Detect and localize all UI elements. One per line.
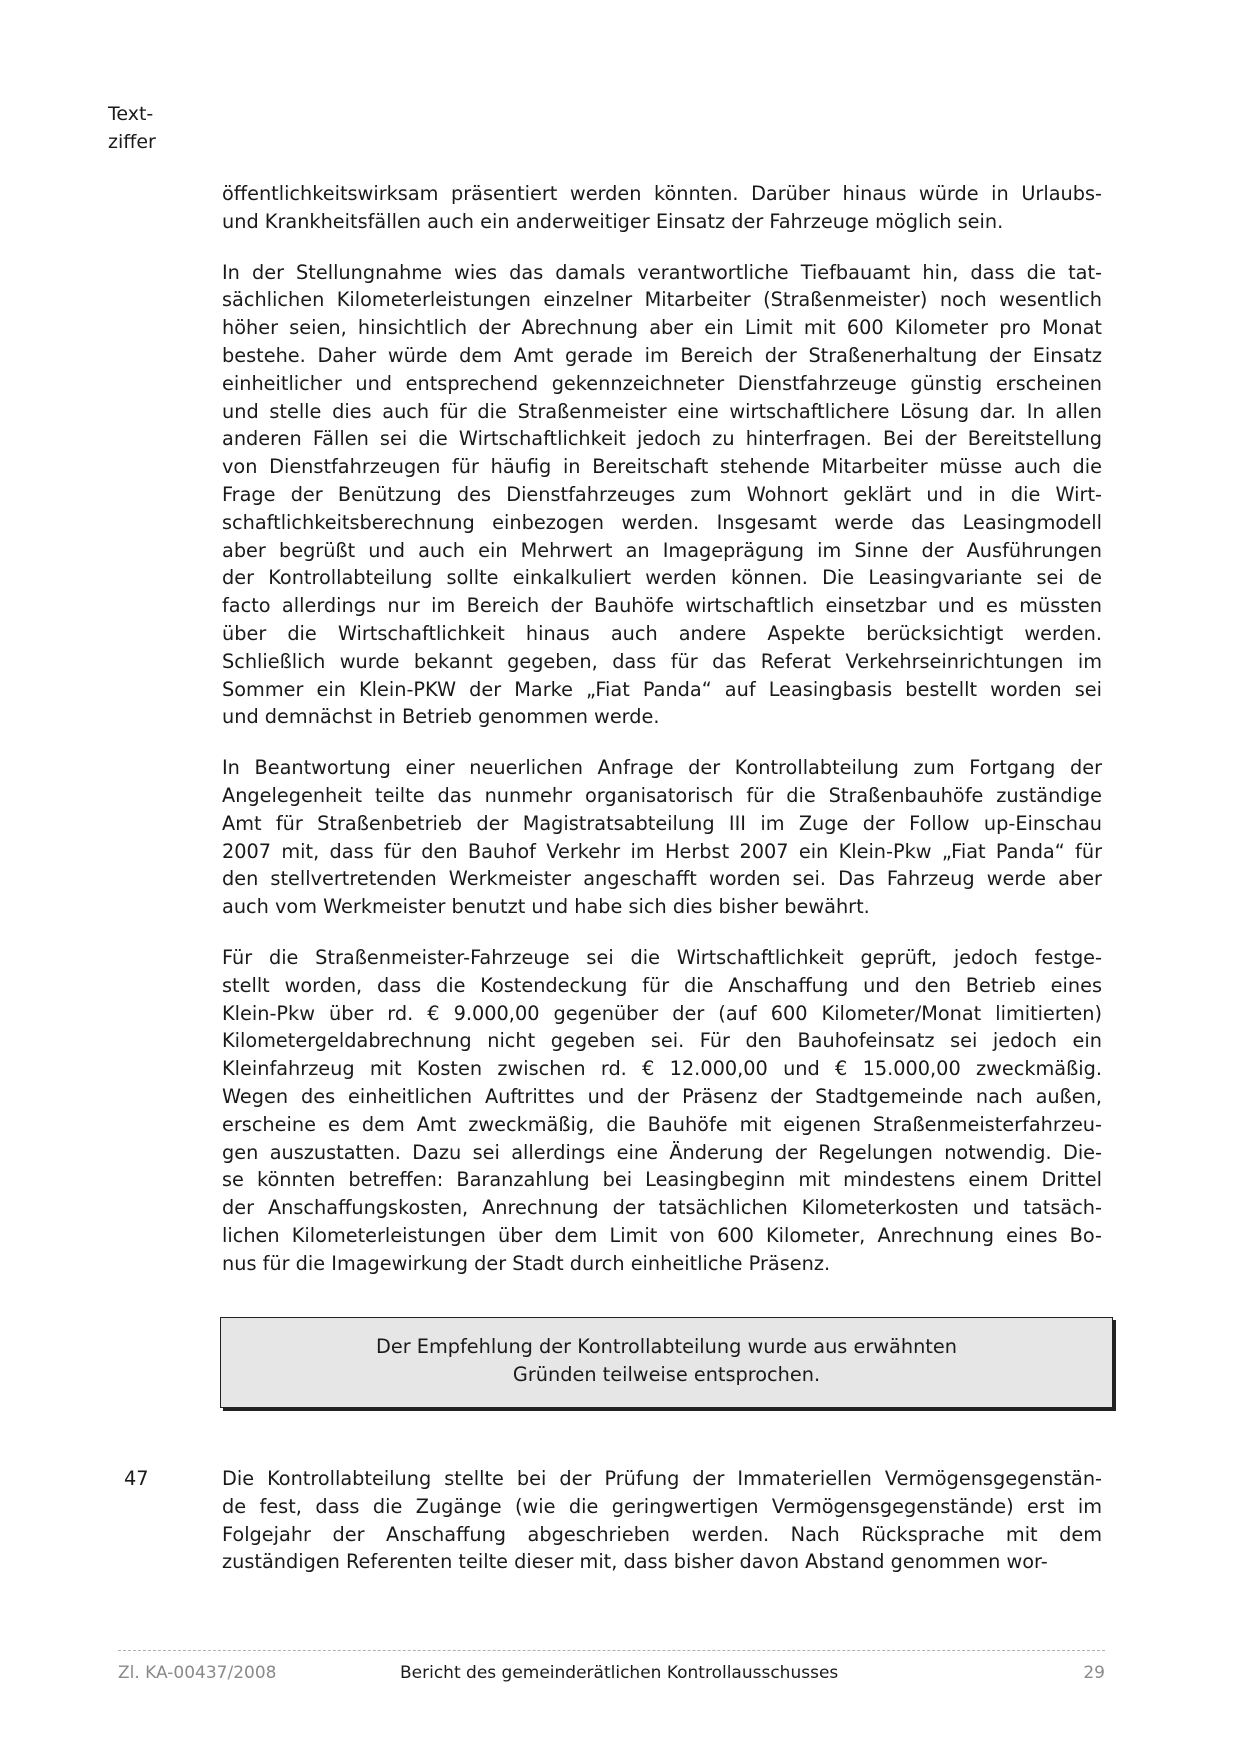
text-line: Folgejahr der Anschaffung abgeschrieben werden. Nach Rücksprache mit dem bbox=[222, 1522, 1102, 1546]
text-line: Amt für Straßenbetrieb der Magistratsabteilung III im Zuge der Follow up-Einschau bbox=[222, 811, 1102, 835]
recommendation-box bbox=[220, 1317, 1113, 1408]
text-line: In der Stellungnahme wies das damals verantwortliche Tiefbauamt hin, dass die tat- bbox=[222, 260, 1102, 284]
text-line: lichen Kilometerleistungen über dem Limit von 600 Kilometer, Anrechnung eines Bo- bbox=[222, 1223, 1102, 1247]
text-line: der Anschaffungskosten, Anrechnung der tatsächlichen Kilometerkosten und tatsäch- bbox=[222, 1196, 1102, 1220]
text-line: bestehe. Daher würde dem Amt gerade im Bereich der Straßenerhaltung der Einsatz bbox=[222, 343, 1102, 367]
text-line: einheitlicher und entsprechend gekennzeichneter Dienstfahrzeuge günstig erscheinen bbox=[222, 371, 1102, 395]
textziffer-number: 47 bbox=[124, 1467, 149, 1490]
text-line: Kilometergeldabrechnung nicht gegeben sei. Für den Bauhofeinsatz sei jedoch ein bbox=[222, 1029, 1102, 1053]
text-line: Kleinfahrzeug mit Kosten zwischen rd. € 12.000,00 und € 15.000,00 zweckmäßig. bbox=[222, 1057, 1102, 1081]
text-line: und Krankheitsfällen auch ein anderweitiger Einsatz der Fahrzeuge möglich sein. bbox=[222, 209, 1004, 233]
paragraph-47 bbox=[222, 1465, 1102, 1576]
text-line: anderen Fällen sei die Wirtschaftlichkeit jedoch zu hinterfragen. Bei der Bereitstellung bbox=[222, 427, 1102, 451]
text-line: Schließlich wurde bekannt gegeben, dass für das Referat Verkehrseinrichtungen im bbox=[222, 649, 1102, 673]
text-line: aber begrüßt und auch ein Mehrwert an Imageprägung im Sinne der Ausführungen bbox=[222, 538, 1102, 562]
paragraph-1 bbox=[222, 180, 1102, 236]
paragraph-4 bbox=[222, 944, 1102, 1278]
textziffer-label-line-2: ziffer bbox=[108, 131, 156, 153]
text-line: Wegen des einheitlichen Auftrittes und der Präsenz der Stadtgemeinde nach außen, bbox=[222, 1084, 1102, 1108]
footer-title: Bericht des gemeinderätlichen Kontrollausschusses bbox=[400, 1663, 839, 1683]
section-47-text bbox=[222, 1465, 1102, 1599]
text-line: In Beantwortung einer neuerlichen Anfrage der Kontrollabteilung zum Fortgang der bbox=[222, 756, 1102, 780]
body-text bbox=[222, 180, 1102, 1300]
text-line: schaftlichkeitsberechnung einbezogen werden. Insgesamt werde das Leasingmodell bbox=[222, 510, 1102, 534]
text-line: erscheine es dem Amt zweckmäßig, die Bauhöfe mit eigenen Straßenmeisterfahrzeu- bbox=[222, 1112, 1102, 1136]
text-line: und stelle dies auch für die Straßenmeister eine wirtschaftlichere Lösung dar. In allen bbox=[222, 399, 1102, 423]
text-line: den stellvertretenden Werkmeister angeschafft worden sei. Das Fahrzeug werde aber bbox=[222, 867, 1102, 891]
text-line: Für die Straßenmeister-Fahrzeuge sei die Wirtschaftlichkeit geprüft, jedoch festge- bbox=[222, 945, 1102, 969]
recommendation-line-2: Gründen teilweise entsprochen. bbox=[512, 1363, 821, 1386]
text-line: Die Kontrollabteilung stellte bei der Prüfung der Immateriellen Vermögensgegenstän- bbox=[222, 1467, 1102, 1490]
paragraph-3 bbox=[222, 754, 1102, 921]
text-line: nus für die Imagewirkung der Stadt durch einheitliche Präsenz. bbox=[222, 1251, 831, 1275]
text-line: se könnten betreffen: Baranzahlung bei Leasingbeginn mit mindestens einem Drittel bbox=[222, 1168, 1102, 1192]
text-line: auch vom Werkmeister benutzt und habe sich dies bisher bewährt. bbox=[222, 895, 870, 919]
text-line: Klein-Pkw über rd. € 9.000,00 gegenüber der (auf 600 Kilometer/Monat limitierten) bbox=[222, 1001, 1102, 1025]
footer-divider bbox=[118, 1650, 1105, 1651]
text-line: zuständigen Referenten teilte dieser mit, dass bisher davon Abstand genommen wor- bbox=[222, 1550, 1048, 1574]
text-line: höher seien, hinsichtlich der Abrechnung aber ein Limit mit 600 Kilometer pro Monat bbox=[222, 316, 1102, 340]
textziffer-label-line-1: Text- bbox=[108, 103, 154, 125]
text-line: und demnächst in Betrieb genommen werde. bbox=[222, 705, 660, 729]
textziffer-label bbox=[108, 100, 168, 156]
text-line: von Dienstfahrzeugen für häufig in Bereitschaft stehende Mitarbeiter müsse auch die bbox=[222, 455, 1102, 479]
paragraph-2 bbox=[222, 259, 1102, 732]
text-line: 2007 mit, dass für den Bauhof Verkehr im Herbst 2007 ein Klein-Pkw „Fiat Panda“ für bbox=[222, 839, 1102, 863]
text-line: öffentlichkeitswirksam präsentiert werden könnten. Darüber hinaus würde in Urlaubs- bbox=[222, 182, 1102, 205]
text-line: facto allerdings nur im Bereich der Bauhöfe wirtschaftlich einsetzbar und es müssten bbox=[222, 594, 1102, 618]
text-line: über die Wirtschaftlichkeit hinaus auch andere Aspekte berücksichtigt werden. bbox=[222, 621, 1102, 645]
text-line: Angelegenheit teilte das nunmehr organisatorisch für die Straßenbauhöfe zuständige bbox=[222, 783, 1102, 807]
page-footer bbox=[118, 1658, 1105, 1688]
page-number: 29 bbox=[1083, 1663, 1105, 1683]
footer-reference: Zl. KA-00437/2008 bbox=[118, 1663, 277, 1683]
text-line: stellt worden, dass die Kostendeckung für die Anschaffung und den Betrieb eines bbox=[222, 973, 1102, 997]
recommendation-line-1: Der Empfehlung der Kontrollabteilung wurde aus erwähnten bbox=[376, 1335, 957, 1358]
text-line: Sommer ein Klein-PKW der Marke „Fiat Panda“ auf Leasingbasis bestellt worden sei bbox=[222, 677, 1102, 701]
text-line: sächlichen Kilometerleistungen einzelner Mitarbeiter (Straßenmeister) noch wesentlich bbox=[222, 288, 1102, 312]
text-line: de fest, dass die Zugänge (wie die geringwertigen Vermögensgegenstände) erst im bbox=[222, 1494, 1102, 1518]
text-line: Frage der Benützung des Dienstfahrzeuges zum Wohnort geklärt und in die Wirt- bbox=[222, 482, 1102, 506]
text-line: der Kontrollabteilung sollte einkalkuliert werden können. Die Leasingvariante sei de bbox=[222, 566, 1102, 590]
text-line: gen auszustatten. Dazu sei allerdings eine Änderung der Regelungen notwendig. Die- bbox=[222, 1140, 1102, 1164]
